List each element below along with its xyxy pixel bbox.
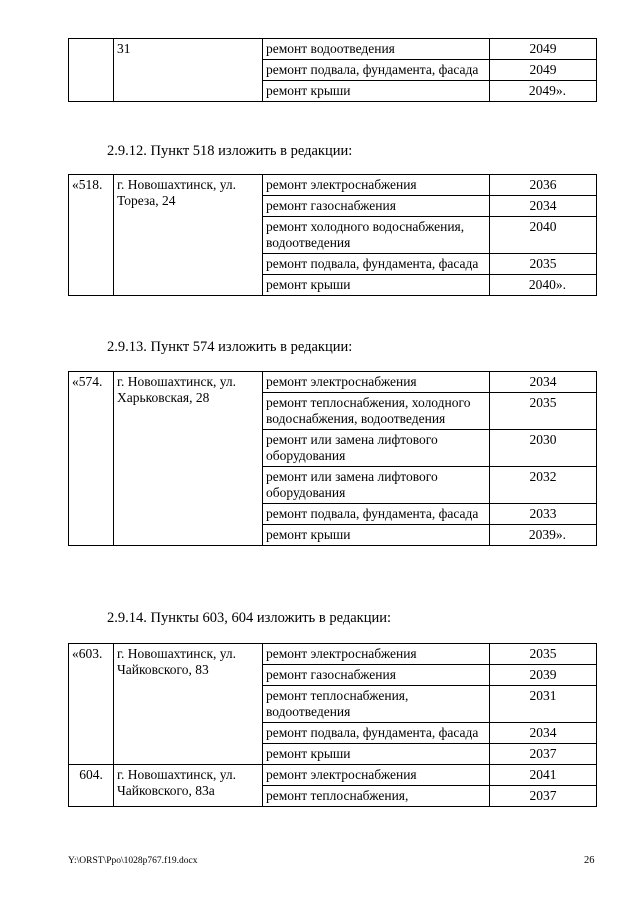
year-cell: 2033 <box>490 504 597 525</box>
table-items-603-604 <box>68 643 597 807</box>
table-row <box>69 39 597 60</box>
year-cell: 2035 <box>490 254 597 275</box>
work-type-cell: ремонт газоснабжения <box>263 196 490 217</box>
footer-file-path: Y:\ORST\Ppo\1028p767.f19.docx <box>68 856 198 866</box>
year-cell: 2036 <box>490 175 597 196</box>
work-type-cell: ремонт электроснабжения <box>263 175 490 196</box>
work-type-cell: ремонт электроснабжения <box>263 765 490 786</box>
item-number-cell: «518. <box>69 175 114 296</box>
table-item-518 <box>68 174 597 296</box>
year-cell: 2039». <box>490 525 597 546</box>
page-number: 26 <box>584 855 595 866</box>
address-cell: г. Новошахтинск, ул. Харьковская, 28 <box>114 372 263 546</box>
work-type-cell: ремонт холодного водоснабжения, водоотведения <box>263 217 490 254</box>
address-cell: г. Новошахтинск, ул. Тореза, 24 <box>114 175 263 296</box>
year-cell: 2034 <box>490 196 597 217</box>
section-heading-2-9-13: 2.9.13. Пункт 574 изложить в редакции: <box>107 339 353 355</box>
year-cell: 2034 <box>490 723 597 744</box>
address-cell: г. Новошахтинск, ул. Чайковского, 83а <box>114 765 263 807</box>
item-number-cell <box>69 39 114 102</box>
work-type-cell: ремонт подвала, фундамента, фасада <box>263 60 490 81</box>
year-cell: 2049 <box>490 60 597 81</box>
work-type-cell: ремонт подвала, фундамента, фасада <box>263 254 490 275</box>
work-type-cell: ремонт электроснабжения <box>263 644 490 665</box>
address-cell: г. Новошахтинск, ул. Чайковского, 83 <box>114 644 263 765</box>
item-number-cell: 604. <box>69 765 114 807</box>
year-cell: 2037 <box>490 786 597 807</box>
year-cell: 2049 <box>490 39 597 60</box>
table-item-574 <box>68 371 597 546</box>
work-type-cell: ремонт теплоснабжения, холодного водоснабжения, водоотведения <box>263 393 490 430</box>
work-type-cell: ремонт подвала, фундамента, фасада <box>263 504 490 525</box>
work-type-cell: ремонт или замена лифтового оборудования <box>263 467 490 504</box>
work-type-cell: ремонт газоснабжения <box>263 665 490 686</box>
work-type-cell: ремонт крыши <box>263 525 490 546</box>
year-cell: 2035 <box>490 644 597 665</box>
table-row <box>69 765 597 786</box>
work-type-cell: ремонт крыши <box>263 744 490 765</box>
address-cell: 31 <box>114 39 263 102</box>
work-type-cell: ремонт крыши <box>263 81 490 102</box>
work-type-cell: ремонт подвала, фундамента, фасада <box>263 723 490 744</box>
table-row <box>69 372 597 393</box>
year-cell: 2031 <box>490 686 597 723</box>
year-cell: 2030 <box>490 430 597 467</box>
year-cell: 2049». <box>490 81 597 102</box>
table-continuation <box>68 38 597 102</box>
work-type-cell: ремонт теплоснабжения, <box>263 786 490 807</box>
year-cell: 2035 <box>490 393 597 430</box>
work-type-cell: ремонт водоотведения <box>263 39 490 60</box>
year-cell: 2040». <box>490 275 597 296</box>
year-cell: 2037 <box>490 744 597 765</box>
work-type-cell: ремонт крыши <box>263 275 490 296</box>
section-heading-2-9-12: 2.9.12. Пункт 518 изложить в редакции: <box>107 143 353 159</box>
item-number-cell: «574. <box>69 372 114 546</box>
item-number-cell: «603. <box>69 644 114 765</box>
work-type-cell: ремонт теплоснабжения, водоотведения <box>263 686 490 723</box>
table-row <box>69 175 597 196</box>
work-type-cell: ремонт или замена лифтового оборудования <box>263 430 490 467</box>
year-cell: 2040 <box>490 217 597 254</box>
section-heading-2-9-14: 2.9.14. Пункты 603, 604 изложить в редакции: <box>107 610 392 626</box>
year-cell: 2034 <box>490 372 597 393</box>
table-row <box>69 644 597 665</box>
year-cell: 2039 <box>490 665 597 686</box>
year-cell: 2032 <box>490 467 597 504</box>
work-type-cell: ремонт электроснабжения <box>263 372 490 393</box>
year-cell: 2041 <box>490 765 597 786</box>
